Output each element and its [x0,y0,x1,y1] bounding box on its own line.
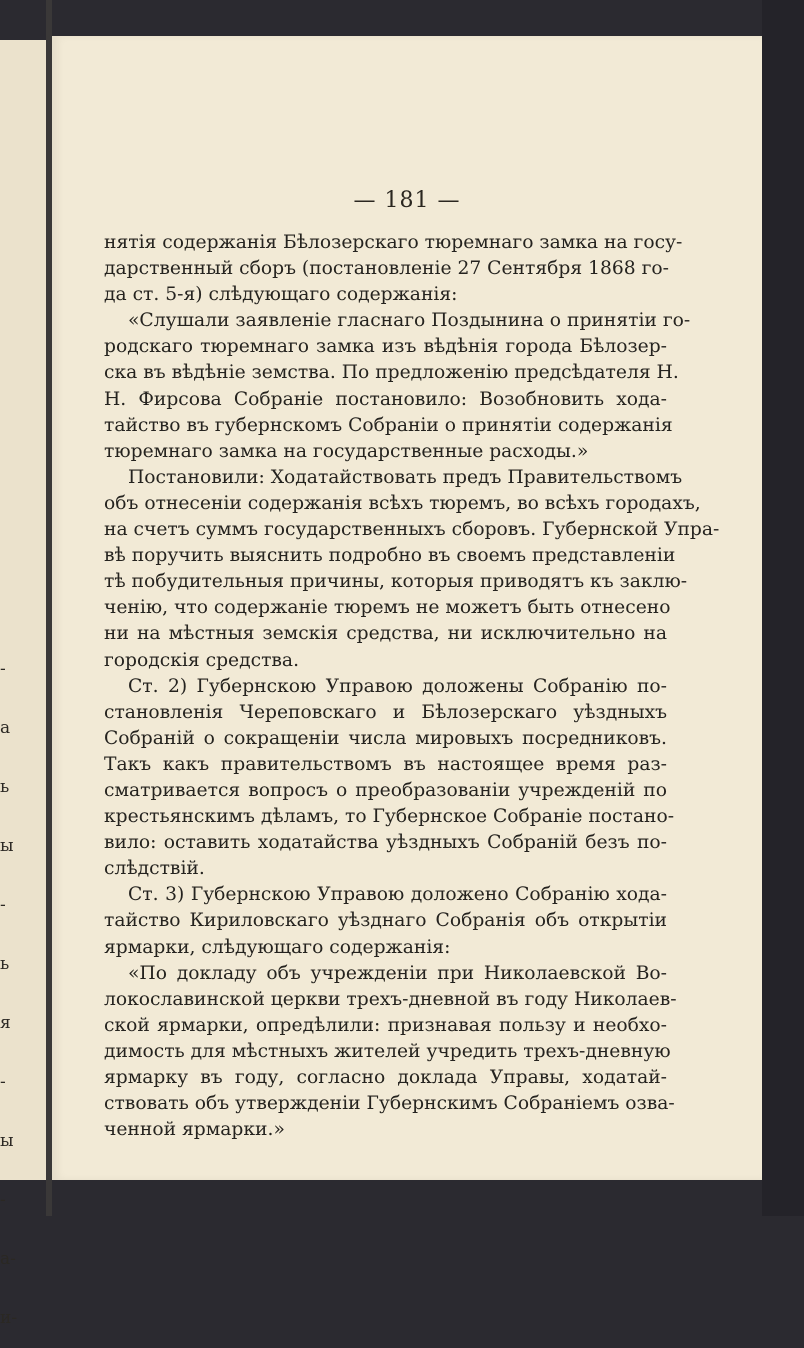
paragraph [104,674,675,883]
text-line: сматривается вопросъ о преобразованіи учрежденій по [104,779,667,801]
text-line: Постановили: Ходатайствовать предъ Правительствомъ [128,466,683,488]
scan-background [762,0,804,1216]
margin-fragment: ь [0,777,10,797]
text-line: Собраній о сокращеніи числа мировыхъ посредниковъ. [104,727,667,749]
paragraph [104,882,667,960]
text-line: локославинской церкви трехъ-дневной въ году Николаев- [104,988,677,1010]
book-page [52,36,762,1180]
margin-fragment: а [0,718,11,738]
margin-fragment: - [0,659,6,679]
margin-fragment: ь [0,954,10,974]
text-line: вѣ поручить выяснить подробно въ своемъ представленіи [104,545,676,567]
margin-fragment: я [0,1013,11,1033]
text-line: городскія средства. [104,649,300,671]
text-line: слѣдствій. [104,858,205,880]
text-line: тайство въ губернскомъ Собраніи о принятіи содержанія [104,414,673,436]
margin-fragment: ы [0,1131,14,1151]
text-line: тѣ побудительныя причины, которыя приводятъ къ заклю- [104,571,688,593]
paragraph [104,961,677,1144]
text-line: Ст. 3) Губернскою Управою доложено Собранію хода- [128,884,667,906]
text-line: на счетъ суммъ государственныхъ сборовъ. Губернской Упра- [104,519,720,541]
left-facing-page [0,40,46,1328]
text-line: родскаго тюремнаго замка изъ вѣдѣнія города Бѣлозер- [104,336,667,358]
text-line: вило: оставить ходатайства уѣздныхъ Собраній безъ по- [104,832,667,854]
text-line: «Слушали заявленіе гласнаго Поздынина о принятіи го- [128,310,691,332]
text-line: объ отнесеніи содержанія всѣхъ тюремъ, во всѣхъ городахъ, [104,492,701,514]
text-line: Ст. 2) Губернскою Управою доложены Собранію по- [128,675,667,697]
left-margin-fragments [0,640,24,1348]
text-line: да ст. 5-я) слѣдующаго содержанія: [104,284,458,306]
margin-fragment: - [0,1190,6,1210]
page-number: — 181 — [353,188,461,213]
text-line: ствовать объ утвержденіи Губернскимъ Собраніемъ озва- [104,1093,675,1115]
text-line: крестьянскимъ дѣламъ, то Губернское Собраніе постано- [104,806,675,828]
paragraph [104,465,720,674]
page-body-text [104,230,720,1143]
text-line: ска въ вѣдѣніе земства. По предложенію предсѣдателя Н. [104,362,679,384]
text-line: ни на мѣстныя земскія средства, ни исключительно на [104,623,667,645]
text-line: ярмарку въ году, согласно доклада Управы, ходатай- [104,1067,667,1088]
text-line: дарственный сборъ (постановленіе 27 Сентября 1868 го- [104,258,669,280]
margin-fragment: - [0,895,6,915]
text-line: тюремнаго замка на государственные расходы.» [104,440,589,462]
paragraph [104,308,691,465]
text-line: становленія Череповскаго и Бѣлозерскаго уѣздныхъ [104,701,667,723]
paragraph [104,230,683,308]
margin-fragment: ы [0,836,14,856]
text-line: нятія содержанія Бѣлозерскаго тюремнаго замка на госу- [104,232,683,253]
margin-fragment: и- [0,1308,18,1328]
text-line: Н. Фирсова Собраніе постановило: Возобновить хода- [104,388,667,410]
text-line: димость для мѣстныхъ жителей учредить трехъ-дневную [104,1040,671,1062]
text-line: ской ярмарки, опредѣлили: признавая пользу и необхо- [104,1014,667,1036]
text-line: тайство Кириловскаго уѣзднаго Собранія объ открытіи [104,910,667,932]
text-line: ченной ярмарки.» [104,1119,285,1141]
text-line: Такъ какъ правительствомъ въ настоящее время раз- [104,753,667,775]
margin-fragment: - [0,1072,6,1092]
text-line: ярмарки, слѣдующаго содержанія: [104,936,451,958]
text-line: ченію, что содержаніе тюремъ не можетъ быть отнесено [104,597,671,619]
margin-fragment: а- [0,1249,16,1269]
text-line: «По докладу объ учрежденіи при Николаевской Во- [128,962,667,984]
